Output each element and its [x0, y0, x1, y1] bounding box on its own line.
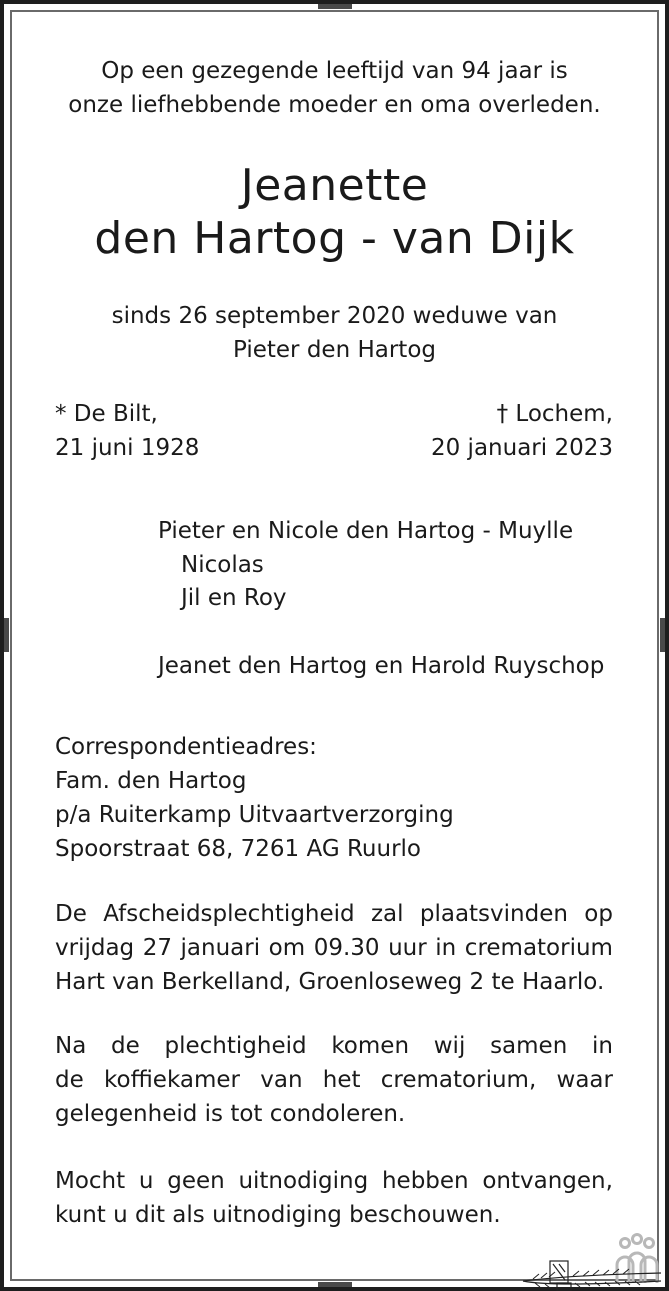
- word: vrijdag: [55, 935, 135, 961]
- word: plechtigheid: [164, 1033, 307, 1059]
- word: 09.30: [313, 935, 380, 961]
- correspondence-care-of: p/a Ruiterkamp Uitvaartverzorging: [55, 802, 454, 828]
- word: 27: [142, 935, 172, 961]
- word: plaatsvinden: [419, 901, 568, 927]
- word: uitnodiging: [238, 1168, 369, 1194]
- intro-line-2: onze liefhebbende moeder en oma overleden.: [68, 92, 601, 118]
- word: Na: [55, 1033, 87, 1059]
- word: zal: [370, 901, 404, 927]
- word: Mocht: [55, 1168, 126, 1194]
- birth-date: 21 juni 1928: [55, 435, 200, 461]
- word: in: [435, 935, 457, 961]
- intro-line-1: Op een gezegende leeftijd van 94 jaar is: [101, 58, 568, 84]
- word: komen: [331, 1033, 410, 1059]
- word: samen: [490, 1033, 568, 1059]
- word: geen: [167, 1168, 225, 1194]
- correspondence-name: Fam. den Hartog: [55, 768, 247, 794]
- word: waar: [556, 1067, 613, 1093]
- word: de: [55, 1067, 84, 1093]
- widow-note-line-1: sinds 26 september 2020 weduwe van: [111, 303, 558, 329]
- word: crematorium: [464, 935, 613, 961]
- deceased-first-name: Jeanette: [240, 160, 429, 211]
- word: crematorium,: [380, 1067, 537, 1093]
- border-notch-bottom: [318, 1282, 352, 1287]
- invitation-line-1: [55, 1170, 613, 1193]
- correspondence-label: Correspondentieadres:: [55, 734, 317, 760]
- border-notch-top: [318, 4, 352, 9]
- ceremony-line-2: [55, 937, 613, 960]
- invitation-line-2: kunt u dit als uitnodiging beschouwen.: [55, 1202, 501, 1228]
- word: van: [260, 1067, 303, 1093]
- gathering-line-2: [55, 1069, 613, 1092]
- ceremony-line-1: [55, 903, 613, 926]
- word: in: [592, 1033, 613, 1059]
- word: de: [111, 1033, 140, 1059]
- deceased-full-name: den Hartog - van Dijk: [94, 213, 575, 264]
- word: op: [584, 901, 613, 927]
- word: om: [268, 935, 306, 961]
- birth-place: * De Bilt,: [55, 401, 158, 427]
- death-date: 20 januari 2023: [430, 435, 613, 461]
- word: hebben: [381, 1168, 469, 1194]
- widow-note-line-2: Pieter den Hartog: [232, 337, 436, 363]
- word: wij: [433, 1033, 466, 1059]
- family-figures-icon: [513, 1231, 663, 1291]
- family-line-2: Jeanet den Hartog en Harold Ruyschop: [158, 653, 605, 679]
- gathering-line-3: gelegenheid is tot condoleren.: [55, 1101, 406, 1127]
- ceremony-line-3: Hart van Berkelland, Groenloseweg 2 te Haarlo.: [55, 969, 605, 995]
- word: Afscheidsplechtigheid: [103, 901, 355, 927]
- word: uur: [388, 935, 427, 961]
- word: De: [55, 901, 87, 927]
- word: koffiekamer: [104, 1067, 240, 1093]
- death-place: † Lochem,: [496, 401, 613, 427]
- word: januari: [180, 935, 261, 961]
- grandchild-2: Jil en Roy: [181, 585, 287, 611]
- correspondence-address: Spoorstraat 68, 7261 AG Ruurlo: [55, 836, 421, 862]
- border-notch-right: [660, 618, 665, 652]
- word: het: [322, 1067, 361, 1093]
- gathering-line-1: [55, 1035, 613, 1058]
- word: u: [138, 1168, 154, 1194]
- border-notch-left: [4, 618, 9, 652]
- word: ontvangen,: [482, 1168, 613, 1194]
- family-line-1: Pieter en Nicole den Hartog - Muylle: [158, 518, 574, 544]
- grandchild-1: Nicolas: [181, 552, 264, 578]
